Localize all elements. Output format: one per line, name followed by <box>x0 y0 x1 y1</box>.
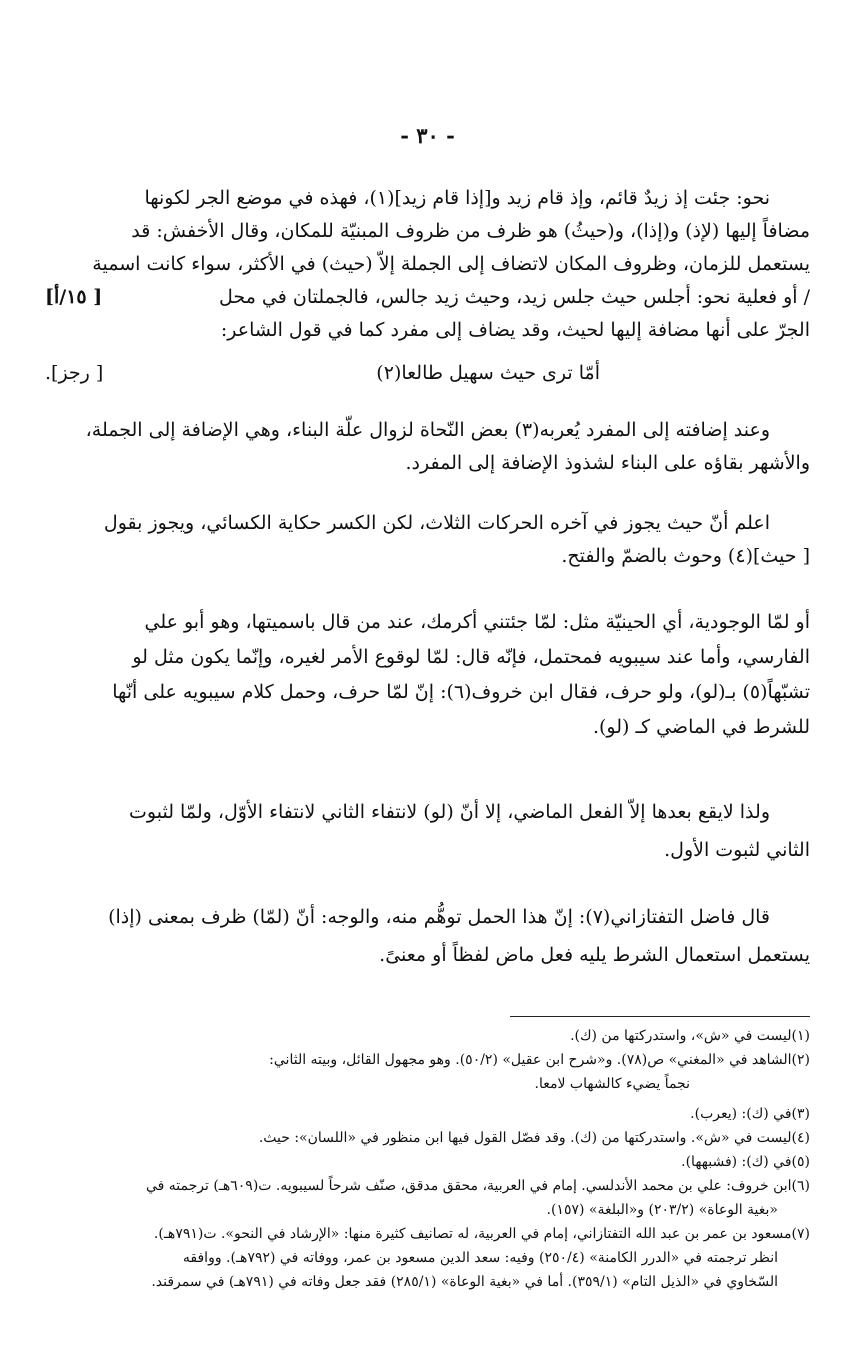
poetry-verse: أمّا ترى حيث سهيل طالعا(٢) <box>376 362 600 384</box>
footnote-4: (٤)ليست في «ش». واستدركتها من (ك). وقد فصّل القول فيها ابن منظور في «اللسان»: حيث. <box>258 1130 810 1146</box>
paragraph-6 <box>45 898 810 974</box>
paragraph-4 <box>45 605 810 745</box>
footnote-7-continued: انظر ترجمته في «الدرر الكامنة» (٢٥٠/٤) وفيه: سعد الدين مسعود بن عمر، ووفاته في (٧٩٢هـ). ووافقه <box>182 1250 778 1266</box>
text-line: الجرّ على أنها مضافة إليها لحيث، وقد يضاف إلى مفرد كما في قول الشاعر: <box>220 319 810 341</box>
text-line: نحو: جئت إذ زيدٌ قائم، وإذ قام زيد و[إذا قام زيد](١)، فهذه في موضع الجر لكونها <box>144 187 770 209</box>
text-line: [ حيث](٤) وحوث بالضمّ والفتح. <box>561 545 810 567</box>
text-line: الثاني لثبوت الأول. <box>664 839 810 861</box>
text-line: / أو فعلية نحو: أجلس حيث جلس زيد، وحيث زيد جالس، فالجملتان في محل <box>219 286 810 308</box>
text-line: للشرط في الماضي كـ (لو). <box>592 716 810 738</box>
footnotes <box>45 1024 810 1294</box>
footnote-1: (١)ليست في «ش»، واستدركتها من (ك). <box>570 1028 810 1044</box>
text-line-with-folio <box>45 281 810 314</box>
text-line: أو لمّا الوجودية، أي الحينيّة مثل: لمّا جئتني أكرمك، عند من قال باسميتها، وهو أبو علي <box>144 611 810 633</box>
text-line: اعلم أنّ حيث يجوز في آخره الحركات الثلاث، لكن الكسر حكاية الكسائي، ويجوز بقول <box>103 512 770 534</box>
footnote-6: (٦)ابن خروف: علي بن محمد الأندلسي. إمام في العربية، محقق مدقق، صنّف شرحاً لسيبويه. ت(٦٠٩هـ) ترجمته في <box>145 1178 810 1194</box>
footnote-7-continued: السّخاوي في «الذيل التام» (٣٥٩/١). أما في «بغية الوعاة» (٢٨٥/١) فقد جعل وفاته في (٧٩١هـ) في سمرقند. <box>151 1274 778 1290</box>
text-line: مضافاً إليها (لإذ) و(إذا)، و(حيثُ) هو ظرف من ظروف المبنيّة للمكان، وقال الأخفش: قد <box>131 220 810 242</box>
footnote-2-verse: نجماً يضيء كالشهاب لامعا. <box>534 1076 690 1092</box>
footnote-2: (٢)الشاهد في «المغني» ص(٧٨). و«شرح ابن عقيل» (٥٠/٢). وهو مجهول القائل، وبيته الثاني: <box>269 1052 810 1068</box>
folio-marker: [ ١٥/أ] <box>45 286 103 308</box>
text-line: يستعمل للزمان، وظروف المكان لاتضاف إلى الجملة إلاّ (حيث) في الأكثر، سواء كانت اسمية <box>92 253 810 275</box>
text-line: وعند إضافته إلى المفرد يُعربه(٣) بعض النّحاة لزوال علّة البناء، وهي الإضافة إلى الجملة، <box>85 419 770 441</box>
verse-row <box>45 362 810 396</box>
verse-meter: [ رجز]. <box>45 362 104 384</box>
text-line: ولذا لايقع بعدها إلاّ الفعل الماضي، إلا أنّ (لو) لانتفاء الثاني لانتفاء الأوّل، ولمّا لثبوت <box>129 801 770 823</box>
text-line: تشبّهاً(٥) بـ(لو)، ولو حرف، فقال ابن خروف(٦): إنّ لمّا حرف، وحمل كلام سيبويه على أنّها <box>112 681 810 703</box>
text-line: والأشهر بقاؤه على البناء لشذوذ الإضافة إلى المفرد. <box>405 452 810 474</box>
paragraph-2 <box>45 414 810 480</box>
text-line: قال فاضل التفتازاني(٧): إنّ هذا الحمل توهُّم منه، والوجه: أنّ (لمّا) ظرف بمعنى (إذا) <box>108 906 770 928</box>
footnote-7: (٧)مسعود بن عمر بن عبد الله التفتازاني، إمام في العربية، له تصانيف كثيرة منها: «الإرشاد في النحو». ت(٧٩١هـ). <box>153 1226 810 1242</box>
footnote-5: (٥)في (ك): (فشبهها). <box>681 1154 810 1170</box>
paragraph-5 <box>45 793 810 869</box>
footnote-separator <box>510 1016 810 1017</box>
text-line: يستعمل استعمال الشرط يليه فعل ماض لفظاً أو معنىً. <box>379 944 810 966</box>
page-number: - ٣٠ - <box>400 123 455 148</box>
text-line: الفارسي، وأما عند سيبويه فمحتمل، فإنّه قال: لمّا لوقوع الأمر لغيره، وإنّما يكون مثل لو <box>132 646 810 668</box>
paragraph-3 <box>45 507 810 573</box>
footnote-3: (٣)في (ك): (يعرب). <box>690 1106 810 1122</box>
footnote-6-continued: «بغية الوعاة» (٢٠٣/٢) و«البلغة» (١٥٧). <box>546 1202 778 1218</box>
paragraph-1 <box>45 182 810 347</box>
